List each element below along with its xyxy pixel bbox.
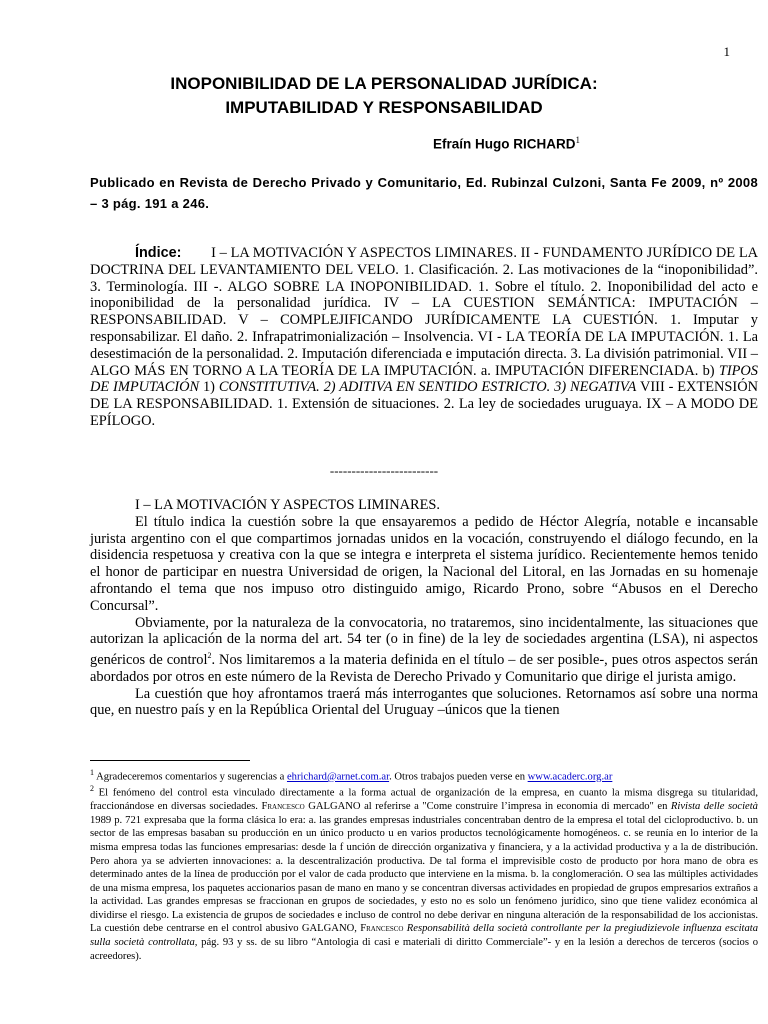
footnote-2-num: 2 [90,784,94,793]
section-separator: ------------------------- [329,463,439,478]
index-text-e: VIII - EXTENSIÓN DE LA RESPONSABILIDAD. 1. Extensión de situaciones. 2. La ley de sociedades uruguaya. IX – A MODO DE EPÍLOGO. [90,379,758,429]
paragraph-2 [90,615,758,686]
footnote-2-sc1: Francesco [261,801,305,813]
author-email-link[interactable]: ehrichard@arnet.com.ar [286,771,390,783]
section-heading: I – LA MOTIVACIÓN Y ASPECTOS LIMINARES. [135,497,441,513]
footnote-2-c: 1989 p. 721 expresaba que la forma clásica lo era: a. las grandes empresas industriales concentraban dentro de la empresa el total del cicloproductivo. b. un sector de las empresas basaban su producción en un único producto u en varios productos tecnológicamente homogéneos. c. se reunía en lo interior de la misma empresa todas las funciones empresarias: desde la f unción de dirección organizativa y financiera, y a la actividad productiva y a la de distribución. Pero ahora ya se advierten innovaciones: a. la descentralización productiva. De tal forma el imprevisible costo de producto por hora mano de obra es determinado antes de la línea de producción por el valor de cada producto que interviene en la misma. b. la conglomeración. O sea las múltiples actividades de una misma empresa, los paquetes accionarios pasan de mano en mano y se concentran diversas actividades en propiedad de grupos empresarios extraños a la actividad. Las grandes empresas se fraccionan en grupos de sociedades, y esto no es solo un fenómeno jurídico, sino que tiene validez económica al dividirse el riesgo. La existencia de grupos de sociedades e incluso de control no debe derivar en ninguna alteración de la responsabilidad de los accionistas. La cuestión debe centrarse en el control abusivo GALGANO, [90,814,758,935]
footnote-1-text: Agradeceremos comentarios y sugerencias a [94,771,287,783]
footnote-2-d: pág. 93 y ss. de su libro “Antologia di casi e materiali di diritto Commerciale”- y en la lesión a derechos de terceros (socios o acreedores). [90,937,758,962]
index-text-d: CONSTITUTIVA. 2) ADITIVA EN SENTIDO ESTRICTO. 3) NEGATIVA [218,379,637,396]
index-paragraph [90,245,758,430]
footnote-2-mark[interactable]: 2 [207,651,212,661]
document-title [90,72,678,120]
author-text: Efraín Hugo RICHARD [433,136,576,152]
title-line-1: INOPONIBILIDAD DE LA PERSONALIDAD JURÍDICA: [170,74,598,93]
footnote-2-a: El fenómeno del control esta vinculado directamente a la forma actual de organización de la empresa, en cuanto la misma disgrega su titularidad, fraccionándose en diversas sociedades. [90,787,758,813]
footnote-2 [90,782,758,963]
website-link[interactable]: www.acaderc.org.ar [527,771,613,783]
index-label: Índice: [135,245,182,261]
index-text-a: I – LA MOTIVACIÓN Y ASPECTOS LIMINARES. II - FUNDAMENTO JURÍDICO DE LA DOCTRINA DEL LEVANTAMIENTO DEL VELO. 1. Clasificación. 2. Las motivaciones de la “inoponibilidad”. 3. Terminología. III -. ALGO SOBRE LA INOPONIBILIDAD. 1. Sobre el título. 2. Inoponibilidad del acto e inoponibilidad de la personalidad jurídica. IV – LA CUESTION SEMÁNTICA: IMPUTACIÓN – RESPONSABILIDAD. V – COMPLEJIFICANDO JURÍDICAMENTE LA CUESTIÓN. 1. Imputar y responsabilizar. El daño. 2. Infrapatrimonialización – Insolvencia. VI - LA TEORÍA DE LA IMPUTACIÓN. 1. La desestimación de la personalidad. 2. Imputación diferenciada e imputación directa. 3. La división patrimonial. VII –ALGO MÁS EN TORNO A LA TEORÍA DE LA IMPUTACIÓN. a. IMPUTACIÓN DIFERENCIADA. b) [90,245,759,379]
page-number: 1 [723,44,730,59]
paragraph-3: La cuestión que hoy afrontamos traerá más interrogantes que soluciones. Retornamos así sobre una norma que, en nuestro país y en la República Oriental del Uruguay –únicos que la tienen [90,685,758,719]
paragraph-1: El título indica la cuestión sobre la que ensayaremos a pedido de Héctor Alegría, notable e incansable jurista argentino con el que compartimos jornadas unidos en la vocación, construyendo el diálogo fecundo, en la disidencia respetuosa y creativa con la que se integra e interpreta el sistema jurídico. Recientemente hemos tenido el honor de participar en nuestra Universidad de origen, la Nacional del Litoral, en las Jornadas en su homenaje afrontando el tema que nos impuso otro distinguido amigo, Ricardo Prono, sobre “Abusos en el Derecho Concursal”. [90,513,758,614]
footnote-2-it2: Responsabilità della società controllante per la pregiudizievole influenza escitata sulla società controllata, [90,923,758,949]
index-text-b: TIPOS DE IMPUTACIÓN [90,362,758,396]
footnote-divider [90,760,250,761]
paragraph-2-b: . Nos limitaremos a la materia definida en el título – de ser posible-, pues otros aspectos serán abordados por otros en este número de la Revista de Derecho Privado y Comunitario que dirige el jurista amigo. [90,651,758,685]
author-name [433,135,580,152]
author-footnote-mark: 1 [575,135,580,145]
index-text-c: 1) [199,379,219,396]
footnote-2-b: GALGANO al referirse a "Come construire l’impresa in economia di mercado" en [304,801,671,813]
footnote-1-mid: . Otros trabajos pueden verse en [389,771,528,783]
footnote-1-mark: 1 [90,768,94,777]
section-one [90,497,758,719]
footnote-2-it1: Rivista delle società [670,801,758,813]
footnote-2-sc2: Francesco [360,923,404,935]
paragraph-2-a: Obviamente, por la naturaleza de la convocatoria, no trataremos, sino incidentalmente, las situaciones que autorizan la aplicación de la norma del art. 54 ter (o in fine) de la ley de sociedades argentina (LSA), ni aspectos genéricos de control [90,614,758,668]
publication-info: Publicado en Revista de Derecho Privado y Comunitario, Ed. Rubinzal Culzoni, Santa Fe 2009, nº 2008 – 3 pág. 191 a 246. [90,175,758,211]
title-line-2: IMPUTABILIDAD Y RESPONSABILIDAD [225,98,543,117]
